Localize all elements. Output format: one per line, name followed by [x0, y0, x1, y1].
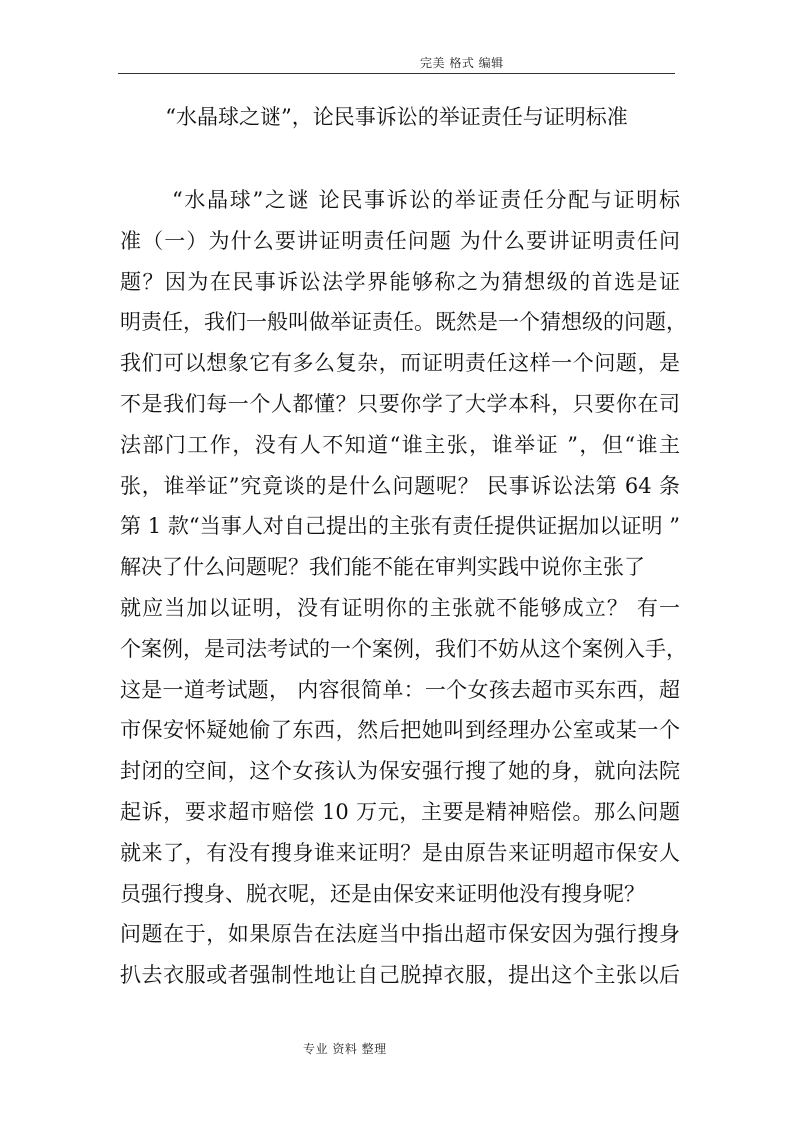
footer-label: 专业 资料 整理: [303, 1042, 387, 1056]
body-line: 员强行搜身、脱衣呢，还是由保安来证明他没有搜身呢？: [120, 881, 645, 906]
body-line: 就来了，有没有搜身谁来证明？是由原告来证明超市保安人: [120, 840, 680, 865]
body-line: 扒去衣服或者强制性地让自己脱掉衣服，提出这个主张以后: [120, 963, 680, 988]
body-line: 市保安怀疑她偷了东西，然后把她叫到经理办公室或某一个: [120, 718, 680, 743]
body-line: 这是一道考试题， 内容很简单：一个女孩去超市买东西，超: [120, 677, 680, 702]
body-line: 不是我们每一个人都懂？只要你学了大学本科，只要你在司: [120, 391, 680, 416]
body-line: 个案例，是司法考试的一个案例，我们不妨从这个案例入手，: [120, 636, 687, 661]
body-text: [120, 180, 687, 996]
body-line: 解决了什么问题呢？我们能不能在审判实践中说你主张了: [120, 555, 645, 580]
body-line: 明责任，我们一般叫做举证责任。既然是一个猜想级的问题，: [120, 310, 687, 335]
body-line: 我们可以想象它有多么复杂，而证明责任这样一个问题，是: [120, 351, 680, 376]
body-line: 起诉，要求超市赔偿 10 万元，主要是精神赔偿。那么问题: [120, 799, 680, 824]
body-line: 准（一）为什么要讲证明责任问题 为什么要讲证明责任问: [120, 228, 680, 253]
body-line: “水晶球”之谜 论民事诉讼的举证责任分配与证明标: [172, 188, 680, 212]
body-line: 问题在于，如果原告在法庭当中指出超市保安因为强行搜身: [120, 922, 680, 947]
body-line: 就应当加以证明，没有证明你的主张就不能够成立？ 有一: [120, 595, 680, 620]
body-line: 第 1 款“当事人对自己提出的主张有责任提供证据加以证明 ”: [120, 514, 680, 539]
body-line: 封闭的空间，这个女孩认为保安强行搜了她的身，就向法院: [120, 759, 680, 784]
header-label: 完美 格式 编辑: [420, 56, 504, 70]
header-divider: [118, 73, 675, 74]
document-title: “水晶球之谜”，论民事诉讼的举证责任与证明标准: [165, 105, 628, 129]
body-line: 法部门工作，没有人不知道“谁主张，谁举证 ”，但“谁主: [120, 432, 680, 457]
body-line: 张，谁举证”究竟谈的是什么问题呢？ 民事诉讼法第 64 条: [120, 473, 680, 498]
body-line: 题？因为在民事诉讼法学界能够称之为猜想级的首选是证: [120, 269, 680, 294]
